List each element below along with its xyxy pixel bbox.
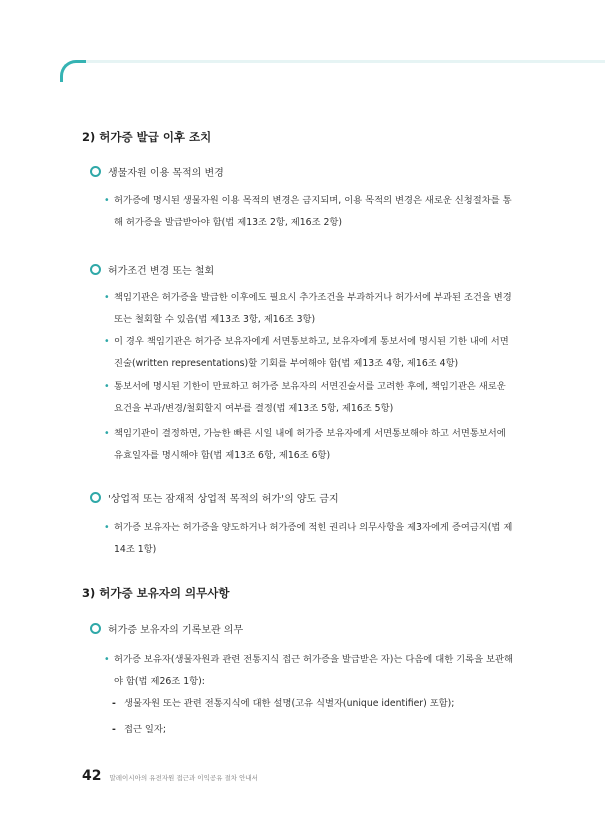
list-item-line: 허가증에 명시된 생물자원 이용 목적의 변경은 금지되며, 이용 목적의 변경은 새로운 신청절차를 통 [114,195,512,206]
dash-item-text: 생물자원 또는 관련 전통지식에 대한 설명(고유 식별자(unique identifier) 포함); [124,698,455,709]
dot-bullet-icon: • [104,292,110,303]
dot-bullet-icon: • [104,381,110,392]
list-item-line: 해 허가증을 발급받아야 함(법 제13조 2항, 제16조 2항) [114,217,343,228]
sub-heading-text: 허가조건 변경 또는 철회 [108,266,215,277]
dot-bullet-icon: • [104,522,110,533]
page-corner-decoration [60,60,605,80]
sub-heading-text: 허가증 보유자의 기록보관 의무 [108,625,244,636]
header-rule [80,60,605,63]
dot-bullet-icon: • [104,428,110,439]
list-item-line: 허가증 보유자는 허가증을 양도하거나 허가증에 적힌 권리나 의무사항을 제3자에게 증여금지(법 제 [114,522,513,533]
dash-bullet-icon: - [112,724,116,735]
section-heading: 2) 허가증 발급 이후 조치 [82,130,212,144]
ring-bullet-icon [90,264,101,275]
corner-arc [60,60,86,82]
dot-bullet-icon: • [104,195,110,206]
list-item-line: 허가증 보유자(생물자원과 관련 전통지식 접근 허가증을 발급받은 자)는 다음에 대한 기록을 보관해 [114,654,513,665]
footer-doc-title: 말레이시아의 유전자원 접근과 이익공유 절차 안내서 [109,774,258,782]
section-heading: 3) 허가증 보유자의 의무사항 [82,586,230,600]
dash-item [112,696,542,712]
sub-heading [90,621,243,636]
list-item [104,517,534,561]
ring-bullet-icon [90,623,101,634]
list-item [104,287,534,331]
list-item [104,331,534,375]
list-item-line: 유효일자를 명시해야 함(법 제13조 6항, 제16조 6항) [114,450,331,461]
list-item-line: 요건을 부과/변경/철회할지 여부를 결정(법 제13조 5항, 제16조 5항) [114,403,394,414]
list-item-line: 이 경우 책임기관은 허가증 보유자에게 서면통보하고, 보유자에게 통보서에 명시된 기한 내에 서면 [114,336,509,347]
list-item-line: 야 함(법 제26조 1항): [114,676,205,687]
dash-bullet-icon: - [112,698,116,709]
list-item [104,376,534,420]
sub-heading-text: 생물자원 이용 목적의 변경 [108,168,224,179]
ring-bullet-icon [90,492,101,503]
dot-bullet-icon: • [104,654,110,665]
list-item-line: 책임기관이 결정하면, 가능한 빠른 시일 내에 허가증 보유자에게 서면통보해야 하고 서면통보서에 [114,428,506,439]
sub-heading [90,164,224,179]
list-item-line: 책임기관은 허가증을 발급한 이후에도 필요시 추가조건을 부과하거나 허가서에 부과된 조건을 변경 [114,292,512,303]
sub-heading [90,262,214,277]
sub-heading [90,490,339,505]
list-item-line: 통보서에 명시된 기한이 만료하고 허가증 보유자의 서면진술서를 고려한 후에, 책임기관은 새로운 [114,381,506,392]
list-item-line: 또는 철회할 수 있음(법 제13조 3항, 제16조 3항) [114,314,316,325]
dash-item [112,722,542,738]
list-item [104,190,534,234]
list-item [104,649,534,693]
list-item-line: 진술(written representations)할 기회를 부여해야 함(법 제13조 4항, 제16조 4항) [114,358,459,369]
page-number: 42 [82,768,102,784]
dot-bullet-icon: • [104,336,110,347]
list-item [104,423,534,467]
sub-heading-text: '상업적 또는 잠재적 상업적 목적의 허가'의 양도 금지 [108,494,339,505]
page-footer [82,768,258,784]
list-item-line: 14조 1항) [114,544,157,555]
dash-item-text: 접근 일자; [124,724,167,735]
ring-bullet-icon [90,166,101,177]
